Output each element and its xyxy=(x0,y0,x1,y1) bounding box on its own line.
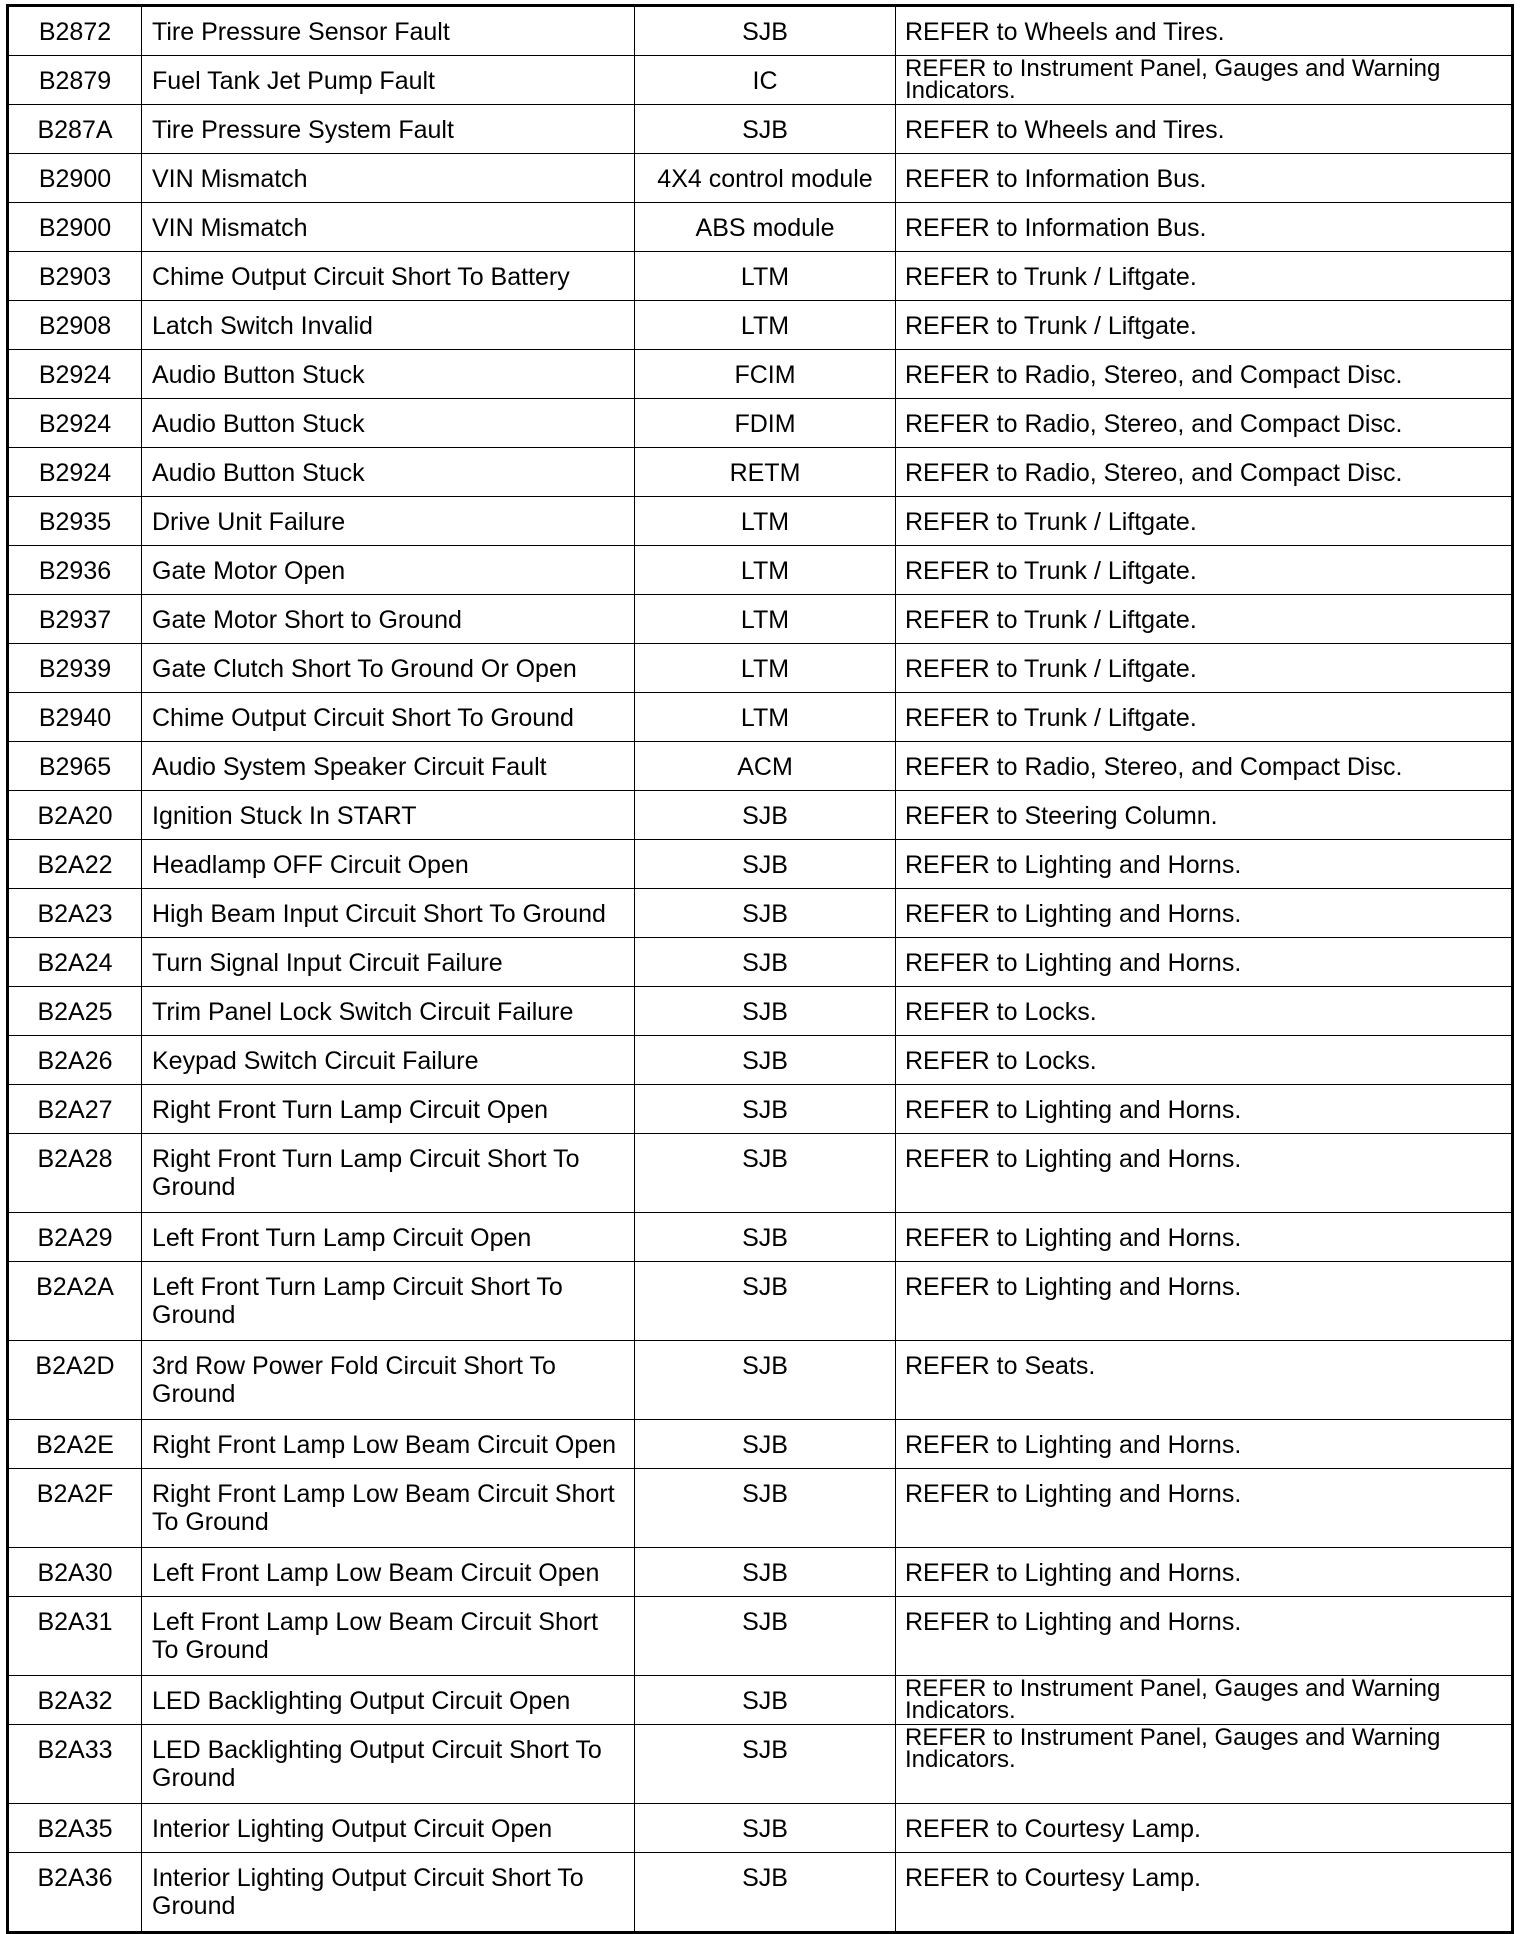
action-cell xyxy=(896,1341,1513,1420)
module-cell: SJB xyxy=(635,1469,896,1548)
dtc-code-cell: B2879 xyxy=(8,56,142,105)
dtc-code-cell: B2924 xyxy=(8,350,142,399)
action-text: REFER to Lighting and Horns. xyxy=(905,1559,1242,1587)
description-cell: Gate Motor Short to Ground xyxy=(142,595,635,644)
module-cell: SJB xyxy=(635,889,896,938)
module-cell: LTM xyxy=(635,546,896,595)
module-cell: SJB xyxy=(635,1548,896,1597)
dtc-code-cell: B2903 xyxy=(8,252,142,301)
action-text: REFER to Trunk / Liftgate. xyxy=(905,557,1197,585)
action-cell xyxy=(896,6,1513,56)
dtc-code-cell: B2900 xyxy=(8,203,142,252)
dtc-code-cell: B2A24 xyxy=(8,938,142,987)
table-row xyxy=(8,791,1513,840)
table-row xyxy=(8,105,1513,154)
module-cell: SJB xyxy=(635,1725,896,1804)
dtc-code-cell: B2924 xyxy=(8,448,142,497)
action-text: REFER to Radio, Stereo, and Compact Disc. xyxy=(905,753,1403,781)
description-cell: Gate Clutch Short To Ground Or Open xyxy=(142,644,635,693)
dtc-code-cell: B2872 xyxy=(8,6,142,56)
description-cell: Right Front Lamp Low Beam Circuit Open xyxy=(142,1420,635,1469)
table-row xyxy=(8,1036,1513,1085)
dtc-code-cell: B2924 xyxy=(8,399,142,448)
module-cell: SJB xyxy=(635,1213,896,1262)
module-cell: SJB xyxy=(635,1804,896,1853)
description-cell: Ignition Stuck In START xyxy=(142,791,635,840)
dtc-code-cell: B2A20 xyxy=(8,791,142,840)
dtc-code-cell: B2A2F xyxy=(8,1469,142,1548)
table-row xyxy=(8,252,1513,301)
description-cell: Left Front Lamp Low Beam Circuit Open xyxy=(142,1548,635,1597)
module-cell: SJB xyxy=(635,1341,896,1420)
dtc-code-cell: B2A22 xyxy=(8,840,142,889)
description-cell: VIN Mismatch xyxy=(142,154,635,203)
action-text: REFER to Locks. xyxy=(905,1047,1097,1075)
action-cell xyxy=(896,595,1513,644)
description-cell: Audio System Speaker Circuit Fault xyxy=(142,742,635,791)
action-cell xyxy=(896,301,1513,350)
module-cell: SJB xyxy=(635,1676,896,1725)
action-cell xyxy=(896,1725,1513,1804)
dtc-code-cell: B2A29 xyxy=(8,1213,142,1262)
action-cell xyxy=(896,56,1513,105)
action-text: REFER to Radio, Stereo, and Compact Disc. xyxy=(905,410,1403,438)
table-row xyxy=(8,742,1513,791)
table-row xyxy=(8,6,1513,56)
table-row xyxy=(8,399,1513,448)
action-text: REFER to Courtesy Lamp. xyxy=(905,1864,1201,1892)
table-row xyxy=(8,154,1513,203)
table-row xyxy=(8,1676,1513,1725)
module-cell: SJB xyxy=(635,1036,896,1085)
action-cell xyxy=(896,1213,1513,1262)
description-cell: 3rd Row Power Fold Circuit Short To Ground xyxy=(142,1341,635,1420)
action-cell xyxy=(896,350,1513,399)
dtc-code-cell: B2A2A xyxy=(8,1262,142,1341)
description-cell: Keypad Switch Circuit Failure xyxy=(142,1036,635,1085)
action-cell xyxy=(896,987,1513,1036)
table-row xyxy=(8,301,1513,350)
action-text: REFER to Radio, Stereo, and Compact Disc. xyxy=(905,459,1403,487)
dtc-code-cell: B2A33 xyxy=(8,1725,142,1804)
module-cell: SJB xyxy=(635,6,896,56)
dtc-code-cell: B2A28 xyxy=(8,1134,142,1213)
table-row xyxy=(8,1213,1513,1262)
module-cell: LTM xyxy=(635,595,896,644)
table-row xyxy=(8,1597,1513,1676)
dtc-code-cell: B2908 xyxy=(8,301,142,350)
action-cell xyxy=(896,742,1513,791)
table-row xyxy=(8,644,1513,693)
description-cell: VIN Mismatch xyxy=(142,203,635,252)
description-cell: Right Front Turn Lamp Circuit Open xyxy=(142,1085,635,1134)
action-text: REFER to Radio, Stereo, and Compact Disc. xyxy=(905,361,1403,389)
action-text: REFER to Lighting and Horns. xyxy=(905,1145,1242,1173)
action-cell xyxy=(896,252,1513,301)
module-cell: SJB xyxy=(635,1420,896,1469)
description-cell: Right Front Turn Lamp Circuit Short To Ground xyxy=(142,1134,635,1213)
module-cell: FDIM xyxy=(635,399,896,448)
action-text: REFER to Seats. xyxy=(905,1352,1096,1380)
action-text: REFER to Wheels and Tires. xyxy=(905,18,1225,46)
description-cell: LED Backlighting Output Circuit Short To Ground xyxy=(142,1725,635,1804)
description-cell: Gate Motor Open xyxy=(142,546,635,595)
description-cell: Tire Pressure System Fault xyxy=(142,105,635,154)
dtc-code-cell: B2A25 xyxy=(8,987,142,1036)
action-cell xyxy=(896,1036,1513,1085)
dtc-code-cell: B2900 xyxy=(8,154,142,203)
action-text: REFER to Wheels and Tires. xyxy=(905,116,1225,144)
description-cell: Left Front Turn Lamp Circuit Short To Ground xyxy=(142,1262,635,1341)
description-cell: Latch Switch Invalid xyxy=(142,301,635,350)
dtc-code-cell: B2940 xyxy=(8,693,142,742)
module-cell: SJB xyxy=(635,938,896,987)
dtc-code-cell: B2936 xyxy=(8,546,142,595)
action-text: REFER to Information Bus. xyxy=(905,214,1207,242)
description-cell: Left Front Lamp Low Beam Circuit Short To Ground xyxy=(142,1597,635,1676)
table-row xyxy=(8,889,1513,938)
description-cell: Tire Pressure Sensor Fault xyxy=(142,6,635,56)
module-cell: SJB xyxy=(635,987,896,1036)
action-text: REFER to Lighting and Horns. xyxy=(905,1096,1242,1124)
description-cell: High Beam Input Circuit Short To Ground xyxy=(142,889,635,938)
dtc-code-cell: B2965 xyxy=(8,742,142,791)
action-cell xyxy=(896,497,1513,546)
table-row xyxy=(8,350,1513,399)
dtc-code-cell: B2937 xyxy=(8,595,142,644)
description-cell: Interior Lighting Output Circuit Short To Ground xyxy=(142,1853,635,1933)
description-cell: Turn Signal Input Circuit Failure xyxy=(142,938,635,987)
table-row xyxy=(8,595,1513,644)
table-row xyxy=(8,1469,1513,1548)
table-row xyxy=(8,56,1513,105)
table-row xyxy=(8,448,1513,497)
action-cell xyxy=(896,938,1513,987)
description-cell: Fuel Tank Jet Pump Fault xyxy=(142,56,635,105)
action-text: REFER to Trunk / Liftgate. xyxy=(905,655,1197,683)
dtc-code-cell: B287A xyxy=(8,105,142,154)
description-cell: Audio Button Stuck xyxy=(142,399,635,448)
description-cell: Right Front Lamp Low Beam Circuit Short To Ground xyxy=(142,1469,635,1548)
dtc-code-cell: B2939 xyxy=(8,644,142,693)
module-cell: SJB xyxy=(635,1262,896,1341)
module-cell: SJB xyxy=(635,105,896,154)
module-cell: LTM xyxy=(635,644,896,693)
table-row xyxy=(8,1853,1513,1933)
module-cell: LTM xyxy=(635,693,896,742)
table-row xyxy=(8,693,1513,742)
description-cell: Interior Lighting Output Circuit Open xyxy=(142,1804,635,1853)
table-row xyxy=(8,1725,1513,1804)
table-row xyxy=(8,1804,1513,1853)
action-text: REFER to Lighting and Horns. xyxy=(905,949,1242,977)
dtc-code-cell: B2A26 xyxy=(8,1036,142,1085)
action-text: REFER to Instrument Panel, Gauges and Warning Indicators. xyxy=(905,1675,1441,1724)
table-row xyxy=(8,1262,1513,1341)
action-cell xyxy=(896,1134,1513,1213)
module-cell: SJB xyxy=(635,1853,896,1933)
dtc-code-cell: B2A23 xyxy=(8,889,142,938)
module-cell: LTM xyxy=(635,252,896,301)
action-cell xyxy=(896,791,1513,840)
description-cell: Headlamp OFF Circuit Open xyxy=(142,840,635,889)
action-text: REFER to Information Bus. xyxy=(905,165,1207,193)
dtc-code-cell: B2A31 xyxy=(8,1597,142,1676)
module-cell: IC xyxy=(635,56,896,105)
action-text: REFER to Lighting and Horns. xyxy=(905,1608,1242,1636)
action-cell xyxy=(896,1548,1513,1597)
table-row xyxy=(8,203,1513,252)
action-text: REFER to Trunk / Liftgate. xyxy=(905,606,1197,634)
description-cell: Chime Output Circuit Short To Battery xyxy=(142,252,635,301)
action-cell xyxy=(896,693,1513,742)
module-cell: FCIM xyxy=(635,350,896,399)
description-cell: Audio Button Stuck xyxy=(142,448,635,497)
module-cell: SJB xyxy=(635,791,896,840)
dtc-table-body xyxy=(8,6,1513,1933)
action-text: REFER to Lighting and Horns. xyxy=(905,851,1242,879)
action-cell xyxy=(896,448,1513,497)
module-cell: LTM xyxy=(635,301,896,350)
action-text: REFER to Steering Column. xyxy=(905,802,1218,830)
action-cell xyxy=(896,154,1513,203)
module-cell: SJB xyxy=(635,840,896,889)
action-cell xyxy=(896,1420,1513,1469)
action-cell xyxy=(896,644,1513,693)
action-text: REFER to Lighting and Horns. xyxy=(905,1273,1242,1301)
description-cell: Left Front Turn Lamp Circuit Open xyxy=(142,1213,635,1262)
module-cell: ACM xyxy=(635,742,896,791)
table-row xyxy=(8,840,1513,889)
table-row xyxy=(8,546,1513,595)
action-cell xyxy=(896,399,1513,448)
dtc-code-cell: B2A27 xyxy=(8,1085,142,1134)
dtc-code-cell: B2A36 xyxy=(8,1853,142,1933)
action-cell xyxy=(896,203,1513,252)
action-cell xyxy=(896,1597,1513,1676)
action-text: REFER to Lighting and Horns. xyxy=(905,1480,1242,1508)
action-text: REFER to Trunk / Liftgate. xyxy=(905,263,1197,291)
module-cell: ABS module xyxy=(635,203,896,252)
dtc-code-cell: B2A35 xyxy=(8,1804,142,1853)
table-row xyxy=(8,497,1513,546)
dtc-code-cell: B2935 xyxy=(8,497,142,546)
action-cell xyxy=(896,1676,1513,1725)
dtc-code-cell: B2A2D xyxy=(8,1341,142,1420)
dtc-code-cell: B2A32 xyxy=(8,1676,142,1725)
description-cell: Trim Panel Lock Switch Circuit Failure xyxy=(142,987,635,1036)
action-cell xyxy=(896,889,1513,938)
action-cell xyxy=(896,840,1513,889)
action-text: REFER to Lighting and Horns. xyxy=(905,900,1242,928)
description-cell: Drive Unit Failure xyxy=(142,497,635,546)
action-cell xyxy=(896,1804,1513,1853)
module-cell: 4X4 control module xyxy=(635,154,896,203)
table-row xyxy=(8,1341,1513,1420)
action-text: REFER to Courtesy Lamp. xyxy=(905,1815,1201,1843)
table-row xyxy=(8,1548,1513,1597)
module-cell: LTM xyxy=(635,497,896,546)
dtc-code-cell: B2A2E xyxy=(8,1420,142,1469)
table-row xyxy=(8,1420,1513,1469)
dtc-table xyxy=(6,4,1514,1934)
action-cell xyxy=(896,105,1513,154)
action-text: REFER to Lighting and Horns. xyxy=(905,1431,1242,1459)
description-cell: Chime Output Circuit Short To Ground xyxy=(142,693,635,742)
table-row xyxy=(8,1085,1513,1134)
dtc-code-cell: B2A30 xyxy=(8,1548,142,1597)
action-text: REFER to Instrument Panel, Gauges and Warning Indicators. xyxy=(905,55,1441,104)
module-cell: SJB xyxy=(635,1134,896,1213)
action-cell xyxy=(896,546,1513,595)
action-text: REFER to Instrument Panel, Gauges and Warning Indicators. xyxy=(905,1724,1441,1773)
module-cell: SJB xyxy=(635,1597,896,1676)
action-cell xyxy=(896,1085,1513,1134)
action-text: REFER to Lighting and Horns. xyxy=(905,1224,1242,1252)
action-text: REFER to Locks. xyxy=(905,998,1097,1026)
module-cell: SJB xyxy=(635,1085,896,1134)
action-text: REFER to Trunk / Liftgate. xyxy=(905,312,1197,340)
action-text: REFER to Trunk / Liftgate. xyxy=(905,704,1197,732)
module-cell: RETM xyxy=(635,448,896,497)
table-row xyxy=(8,1134,1513,1213)
action-cell xyxy=(896,1469,1513,1548)
table-row xyxy=(8,987,1513,1036)
description-cell: Audio Button Stuck xyxy=(142,350,635,399)
action-cell xyxy=(896,1853,1513,1933)
description-cell: LED Backlighting Output Circuit Open xyxy=(142,1676,635,1725)
table-row xyxy=(8,938,1513,987)
action-cell xyxy=(896,1262,1513,1341)
action-text: REFER to Trunk / Liftgate. xyxy=(905,508,1197,536)
